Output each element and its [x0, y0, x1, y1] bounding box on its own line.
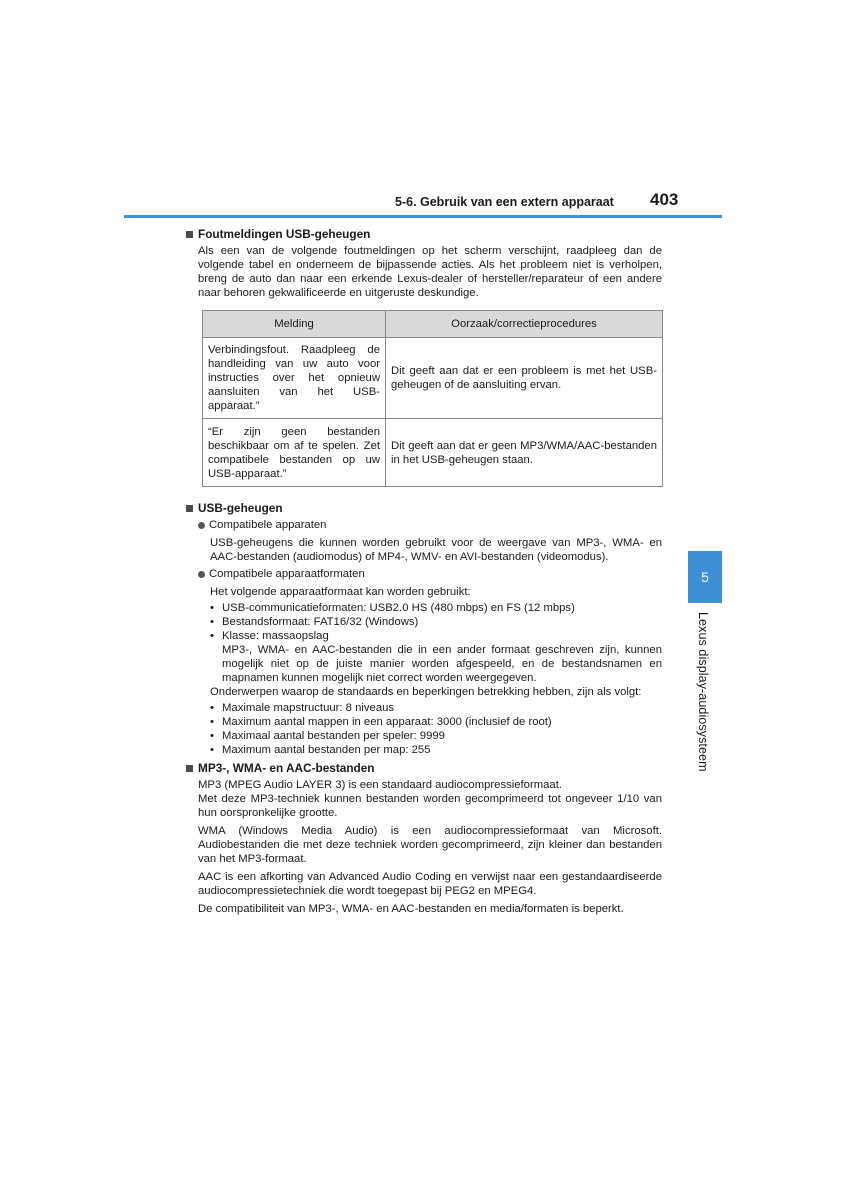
intro-paragraph: Als een van de volgende foutmeldingen op het scherm verschijnt, raadpleeg dan de volgende tabel en onderneem de bijpassende acties. Als het probleem niet is verholpen, breng de auto dan naar een erkende Lexus-dealer of hersteller/reparateur of een andere naar behoren gekwalificeerde en uitgeruste deskundige. — [198, 245, 662, 299]
table-cell-cause: Dit geeft aan dat er een probleem is met het USB-geheugen of de aansluiting ervan. — [386, 338, 663, 419]
limits-list — [210, 701, 662, 757]
column-header: Melding — [203, 311, 386, 338]
table-row — [203, 338, 663, 419]
list-item: • Maximaal aantal bestanden per speler: 9999 — [210, 730, 445, 742]
header-divider — [124, 215, 722, 218]
error-message-table — [202, 310, 663, 487]
chapter-number: 5 — [701, 569, 709, 585]
chapter-tab — [688, 551, 722, 603]
sub-heading — [198, 518, 662, 532]
table-header-row — [203, 311, 663, 338]
column-header: Oorzaak/correctieprocedures — [386, 311, 663, 338]
heading-text: MP3-, WMA- en AAC-bestanden — [198, 761, 375, 775]
sub-paragraph: Het volgende apparaatformaat kan worden gebruikt: — [210, 586, 471, 598]
list-item: • Klasse: massaopslag — [210, 630, 329, 642]
format-list — [210, 601, 662, 643]
table-cell-message: Verbindingsfout. Raadpleeg de handleiding van uw auto voor instructies over het opnieuw aansluiten van het USB-apparaat.” — [203, 338, 386, 419]
square-bullet-icon — [186, 505, 193, 512]
heading-text: Foutmeldingen USB-geheugen — [198, 227, 371, 241]
paragraph: AAC is een afkorting van Advanced Audio Coding en verwijst naar een gestandaardiseerde audiocompressietechniek die wordt toegepast bij PEG2 en MPEG4. — [198, 871, 662, 897]
table-row — [203, 419, 663, 487]
list-item: • USB-communicatieformaten: USB2.0 HS (480 mbps) en FS (12 mbps) — [210, 602, 575, 614]
list-item: • Maximum aantal bestanden per map: 255 — [210, 744, 431, 756]
round-bullet-icon — [198, 571, 205, 578]
sub-heading — [198, 567, 662, 581]
sub-paragraph: USB-geheugens die kunnen worden gebruikt voor de weergave van MP3-, WMA- en AAC-bestanden (audiomodus) of MP4-, WMV- en AVI-bestanden (videomodus). — [210, 537, 662, 563]
section-header: 5-6. Gebruik van een extern apparaat — [395, 195, 614, 209]
paragraph: Met deze MP3-techniek kunnen bestanden worden gecomprimeerd tot ongeveer 1/10 van hun oorspronkelijke grootte. — [198, 793, 662, 819]
paragraph: WMA (Windows Media Audio) is een audiocompressieformaat van Microsoft. Audiobestanden die met deze techniek worden gecomprimeerd, zijn kleiner dan bestanden van het MP3-formaat. — [198, 825, 662, 865]
limits-intro: Onderwerpen waarop de standaards en beperkingen betrekking hebben, zijn als volgt: — [210, 686, 642, 698]
section-heading — [186, 501, 662, 515]
list-item: • Maximale mapstructuur: 8 niveaus — [210, 702, 395, 714]
section-heading — [186, 227, 662, 241]
class-note: MP3-, WMA- en AAC-bestanden die in een ander formaat geschreven zijn, kunnen mogelijk niet op de juiste manier worden afgespeeld, en de bestandsnamen en mapnamen kunnen mogelijk niet correct worden weergegeven. — [222, 644, 662, 684]
sub-heading-text: Compatibele apparaatformaten — [209, 568, 365, 580]
section-heading — [186, 761, 662, 775]
chapter-title: Lexus display-audiosysteem — [696, 612, 710, 772]
round-bullet-icon — [198, 522, 205, 529]
page-content — [186, 225, 662, 920]
list-item: • Maximum aantal mappen in een apparaat: 3000 (inclusief de root) — [210, 716, 552, 728]
table-cell-cause: Dit geeft aan dat er geen MP3/WMA/AAC-bestanden in het USB-geheugen staan. — [386, 419, 663, 487]
paragraph: MP3 (MPEG Audio LAYER 3) is een standaard audiocompressieformaat. — [198, 779, 562, 791]
list-item: • Bestandsformaat: FAT16/32 (Windows) — [210, 616, 419, 628]
table-cell-message: “Er zijn geen bestanden beschikbaar om af te spelen. Zet compatibele bestanden op uw USB-apparaat.” — [203, 419, 386, 487]
page-number: 403 — [650, 190, 679, 209]
sub-heading-text: Compatibele apparaten — [209, 519, 327, 531]
square-bullet-icon — [186, 765, 193, 772]
heading-text: USB-geheugen — [198, 501, 283, 515]
paragraph: De compatibiliteit van MP3-, WMA- en AAC-bestanden en media/formaten is beperkt. — [198, 903, 624, 915]
square-bullet-icon — [186, 231, 193, 238]
